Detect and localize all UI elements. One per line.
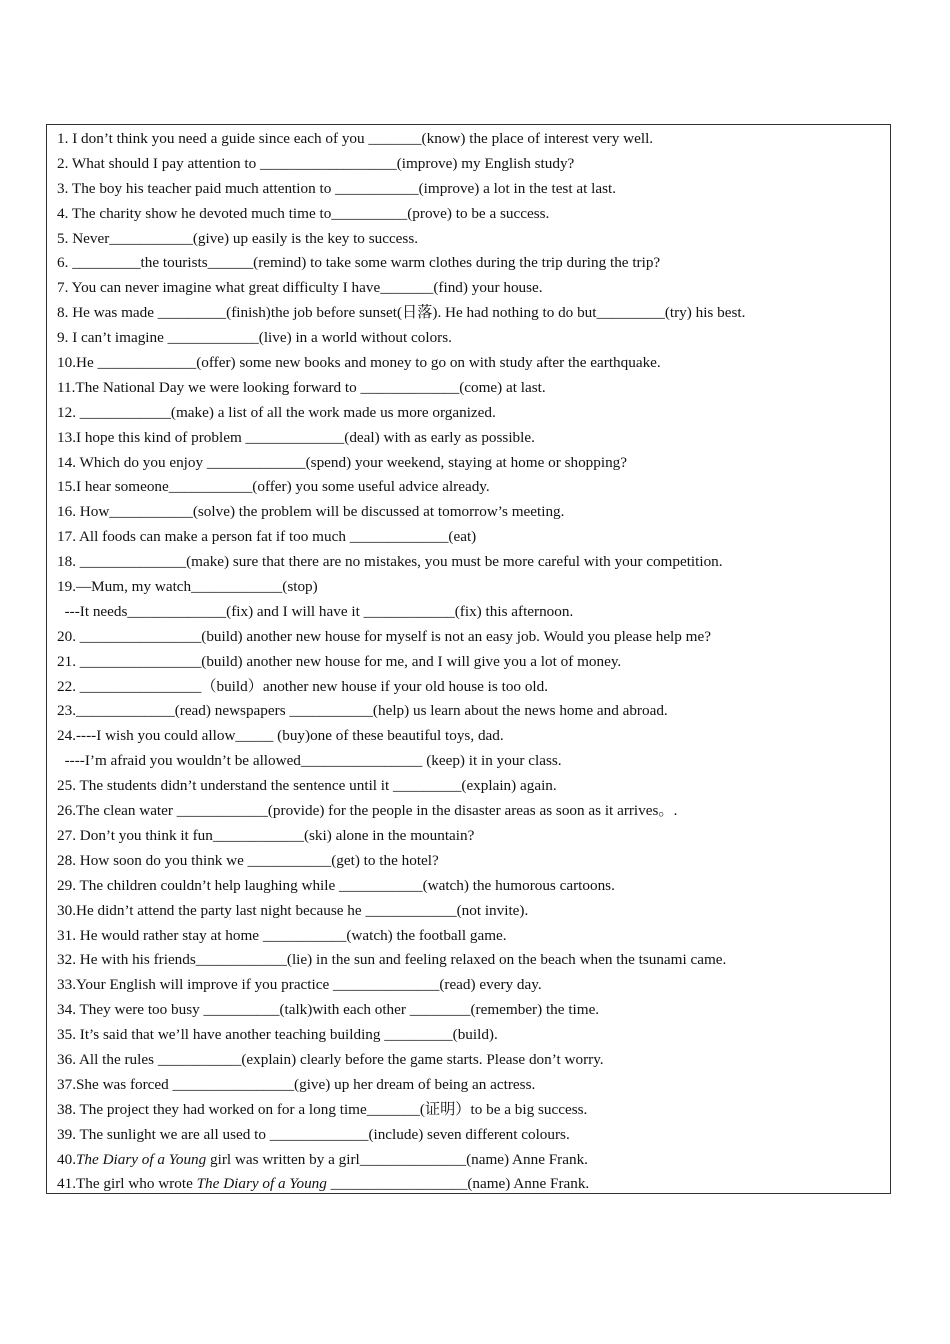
exercise-line: 15.I hear someone___________(offer) you some useful advice already. [57, 478, 490, 496]
exercise-line: 11.The National Day we were looking forward to _____________(come) at last. [57, 378, 546, 396]
exercise-line: 23._____________(read) newspapers ___________(help) us learn about the news home and abroad. [57, 702, 668, 720]
exercise-line: 21. ________________(build) another new house for me, and I will give you a lot of money. [57, 652, 622, 670]
exercise-line-41 [57, 1172, 890, 1197]
exercise-line: 7. You can never imagine what great difficulty I have_______(find) your house. [57, 279, 543, 297]
exercise-line: 1. I don’t think you need a guide since each of you _______(know) the place of interest very well. [57, 130, 654, 147]
exercise-line: 12. ____________(make) a list of all the work made us more organized. [57, 403, 496, 421]
exercise-line: ---It needs_____________(fix) and I will have it ____________(fix) this afternoon. [57, 602, 574, 620]
line-41-prefix: 41.The girl who wrote [57, 1175, 197, 1193]
exercise-line: 28. How soon do you think we ___________(get) to the hotel? [57, 851, 439, 869]
exercise-line: 26.The clean water ____________(provide) for the people in the disaster areas as soon as it arrives。. [57, 802, 678, 820]
exercise-line: 14. Which do you enjoy _____________(spend) your weekend, staying at home or shopping? [57, 453, 627, 471]
exercise-line: 33.Your English will improve if you practice ______________(read) every day. [57, 976, 542, 994]
exercise-line: 30.He didn’t attend the party last night because he ____________(not invite). [57, 901, 529, 919]
exercise-line: 17. All foods can make a person fat if too much _____________(eat) [57, 528, 477, 546]
line-40-suffix: girl was written by a girl______________(name) Anne Frank. [206, 1150, 588, 1168]
exercise-line: 22. ________________（build）another new house if your old house is too old. [57, 677, 549, 695]
exercise-line: 35. It’s said that we’ll have another teaching building _________(build). [57, 1026, 498, 1044]
exercise-line: 38. The project they had worked on for a long time_______(证明）to be a big success. [57, 1100, 588, 1118]
exercise-line: 8. He was made _________(finish)the job before sunset(日落). He had nothing to do but_________(try) his best. [57, 304, 746, 322]
exercise-line: 5. Never___________(give) up easily is the key to success. [57, 229, 419, 247]
exercise-line: 4. The charity show he devoted much time to__________(prove) to be a success. [57, 204, 550, 222]
exercise-line: 39. The sunlight we are all used to _____________(include) seven different colours. [57, 1125, 570, 1143]
exercise-box [46, 124, 891, 1194]
exercise-line: 3. The boy his teacher paid much attention to ___________(improve) a lot in the test at last. [57, 179, 617, 197]
exercise-line: 2. What should I pay attention to __________________(improve) my English study? [57, 154, 575, 172]
exercise-line: 34. They were too busy __________(talk)with each other ________(remember) the time. [57, 1001, 600, 1019]
exercise-line: 37.She was forced ________________(give) up her dream of being an actress. [57, 1075, 536, 1093]
line-41-suffix: __________________(name) Anne Frank. [326, 1175, 590, 1193]
exercise-line: 29. The children couldn’t help laughing while ___________(watch) the humorous cartoons. [57, 876, 615, 894]
exercise-line: 19.—Mum, my watch____________(stop) [57, 578, 318, 596]
exercise-line: ----I’m afraid you wouldn’t be allowed________________ (keep) it in your class. [57, 752, 562, 770]
exercise-line: 20. ________________(build) another new house for myself is not an easy job. Would you please help me? [57, 627, 711, 645]
exercise-line: 10.He _____________(offer) some new books and money to go on with study after the earthquake. [57, 354, 661, 372]
exercise-line-40 [57, 1148, 890, 1173]
exercise-line: 13.I hope this kind of problem _____________(deal) with as early as possible. [57, 428, 535, 446]
exercise-line: 36. All the rules ___________(explain) clearly before the game starts. Please don’t worry. [57, 1050, 604, 1068]
exercise-line: 32. He with his friends____________(lie) in the sun and feeling relaxed on the beach when the tsunami came. [57, 951, 727, 969]
exercise-line: 9. I can’t imagine ____________(live) in a world without colors. [57, 329, 452, 347]
exercise-line: 16. How___________(solve) the problem will be discussed at tomorrow’s meeting. [57, 503, 565, 521]
line-40-prefix: 40. [57, 1150, 76, 1168]
line-40-book-title: The Diary of a Young [75, 1150, 207, 1168]
exercise-line: 27. Don’t you think it fun____________(ski) alone in the mountain? [57, 826, 475, 844]
exercise-line: 24.----I wish you could allow_____ (buy)one of these beautiful toys, dad. [57, 727, 504, 745]
exercise-lines [57, 127, 890, 1148]
exercise-line: 6. _________the tourists______(remind) to take some warm clothes during the trip during the trip? [57, 254, 661, 272]
exercise-line: 25. The students didn’t understand the sentence until it _________(explain) again. [57, 777, 557, 795]
exercise-line: 31. He would rather stay at home ___________(watch) the football game. [57, 926, 507, 944]
line-41-book-title: The Diary of a Young [196, 1175, 327, 1193]
exercise-line: 18. ______________(make) sure that there are no mistakes, you must be more careful with your competition. [57, 553, 723, 571]
